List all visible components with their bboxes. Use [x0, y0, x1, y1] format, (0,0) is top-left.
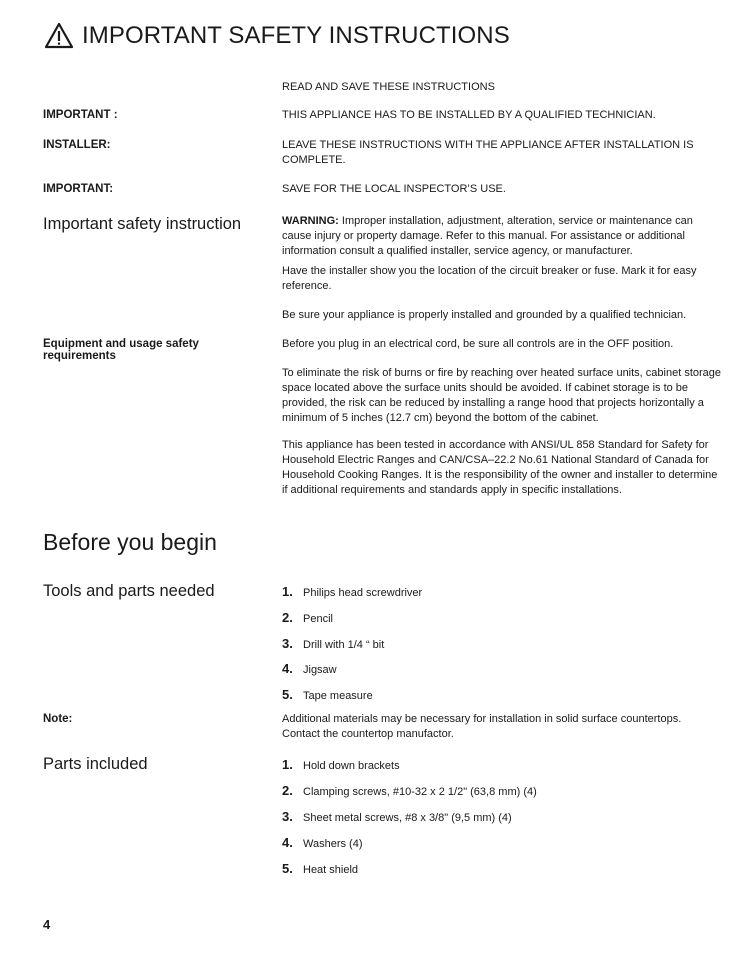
tools-heading: Tools and parts needed	[43, 582, 215, 600]
list-number: 2.	[282, 610, 293, 625]
list-item	[282, 783, 537, 798]
list-item	[282, 661, 337, 676]
read-save-notice: READ AND SAVE THESE INSTRUCTIONS	[282, 81, 495, 93]
list-item	[282, 861, 358, 876]
warning-text: Improper installation, adjustment, alteration, service or maintenance can cause injury or property damage. Refer to this manual. For assistance or additional information consult a qualified installer, service agency, or manufacturer.	[282, 215, 693, 257]
list-text: Heat shield	[303, 864, 359, 876]
list-number: 5.	[282, 687, 293, 702]
list-number: 5.	[282, 861, 293, 876]
list-item	[282, 809, 512, 824]
before-heading: Before you begin	[43, 529, 217, 555]
list-item	[282, 584, 422, 599]
list-number: 2.	[282, 783, 293, 798]
parts-heading: Parts included	[43, 755, 148, 773]
list-number: 4.	[282, 835, 293, 850]
list-item	[282, 757, 400, 772]
list-text: Hold down brackets	[303, 760, 400, 772]
list-text: Jigsaw	[303, 664, 337, 676]
controls-off-paragraph: Before you plug in an electrical cord, be sure all controls are in the OFF position.	[282, 338, 674, 350]
inspector-text: SAVE FOR THE LOCAL INSPECTOR’S USE.	[282, 183, 506, 195]
page-number: 4	[43, 917, 51, 932]
installer-text: LEAVE THESE INSTRUCTIONS WITH THE APPLIANCE AFTER INSTALLATION IS COMPLETE.	[282, 139, 694, 166]
warning-triangle-icon	[44, 22, 74, 50]
list-text: Washers (4)	[303, 838, 363, 850]
warning-label: WARNING:	[282, 215, 339, 227]
list-item	[282, 687, 373, 702]
list-item	[282, 636, 384, 651]
list-number: 4.	[282, 661, 293, 676]
safety-heading: Important safety instruction	[43, 215, 242, 233]
warning-paragraph	[282, 214, 722, 259]
equipment-label: Equipment and usage safety requirements	[43, 338, 199, 362]
important-text: THIS APPLIANCE HAS TO BE INSTALLED BY A QUALIFIED TECHNICIAN.	[282, 109, 656, 121]
grounding-paragraph: Be sure your appliance is properly installed and grounded by a qualified technician.	[282, 309, 687, 321]
list-number: 3.	[282, 809, 293, 824]
standards-paragraph: This appliance has been tested in accordance with ANSI/UL 858 Standard for Safety for Household Electric Ranges and CAN/CSA–22.2 No.61 National Standard of Canada for Household Cooking Ranges. It is the responsibility of the owner and installer to determine if additional requirements and standards apply in specific installations.	[282, 439, 718, 496]
list-text: Sheet metal screws, #8 x 3/8" (9,5 mm) (4)	[303, 812, 512, 824]
cabinet-storage-paragraph: To eliminate the risk of burns or fire by reaching over heated surface units, cabinet storage space located above the surface units should be avoided. If cabinet storage is to be provided, the risk can be reduced by installing a range hood that projects horizontally a minimum of 5 inches (12.7 cm) beyond the bottom of the cabinet.	[282, 367, 722, 424]
inspector-label: IMPORTANT:	[43, 183, 114, 195]
circuit-breaker-paragraph: Have the installer show you the location of the circuit breaker or fuse. Mark it for easy reference.	[282, 265, 697, 292]
list-number: 3.	[282, 636, 293, 651]
page-title-text: IMPORTANT SAFETY INSTRUCTIONS	[82, 22, 510, 49]
list-number: 1.	[282, 757, 293, 772]
page-title	[44, 22, 510, 50]
list-item	[282, 610, 333, 625]
list-text: Philips head screwdriver	[303, 587, 423, 599]
note-label: Note:	[43, 713, 73, 725]
list-text: Drill with 1/4 “ bit	[303, 639, 385, 651]
installer-label: INSTALLER:	[43, 139, 111, 151]
list-text: Clamping screws, #10-32 x 2 1/2" (63,8 mm) (4)	[303, 786, 537, 798]
important-label: IMPORTANT :	[43, 109, 118, 121]
list-text: Pencil	[303, 613, 333, 625]
list-text: Tape measure	[303, 690, 373, 702]
list-number: 1.	[282, 584, 293, 599]
note-text: Additional materials may be necessary for installation in solid surface countertops. Contact the countertop manufactor.	[282, 713, 682, 740]
list-item	[282, 835, 363, 850]
